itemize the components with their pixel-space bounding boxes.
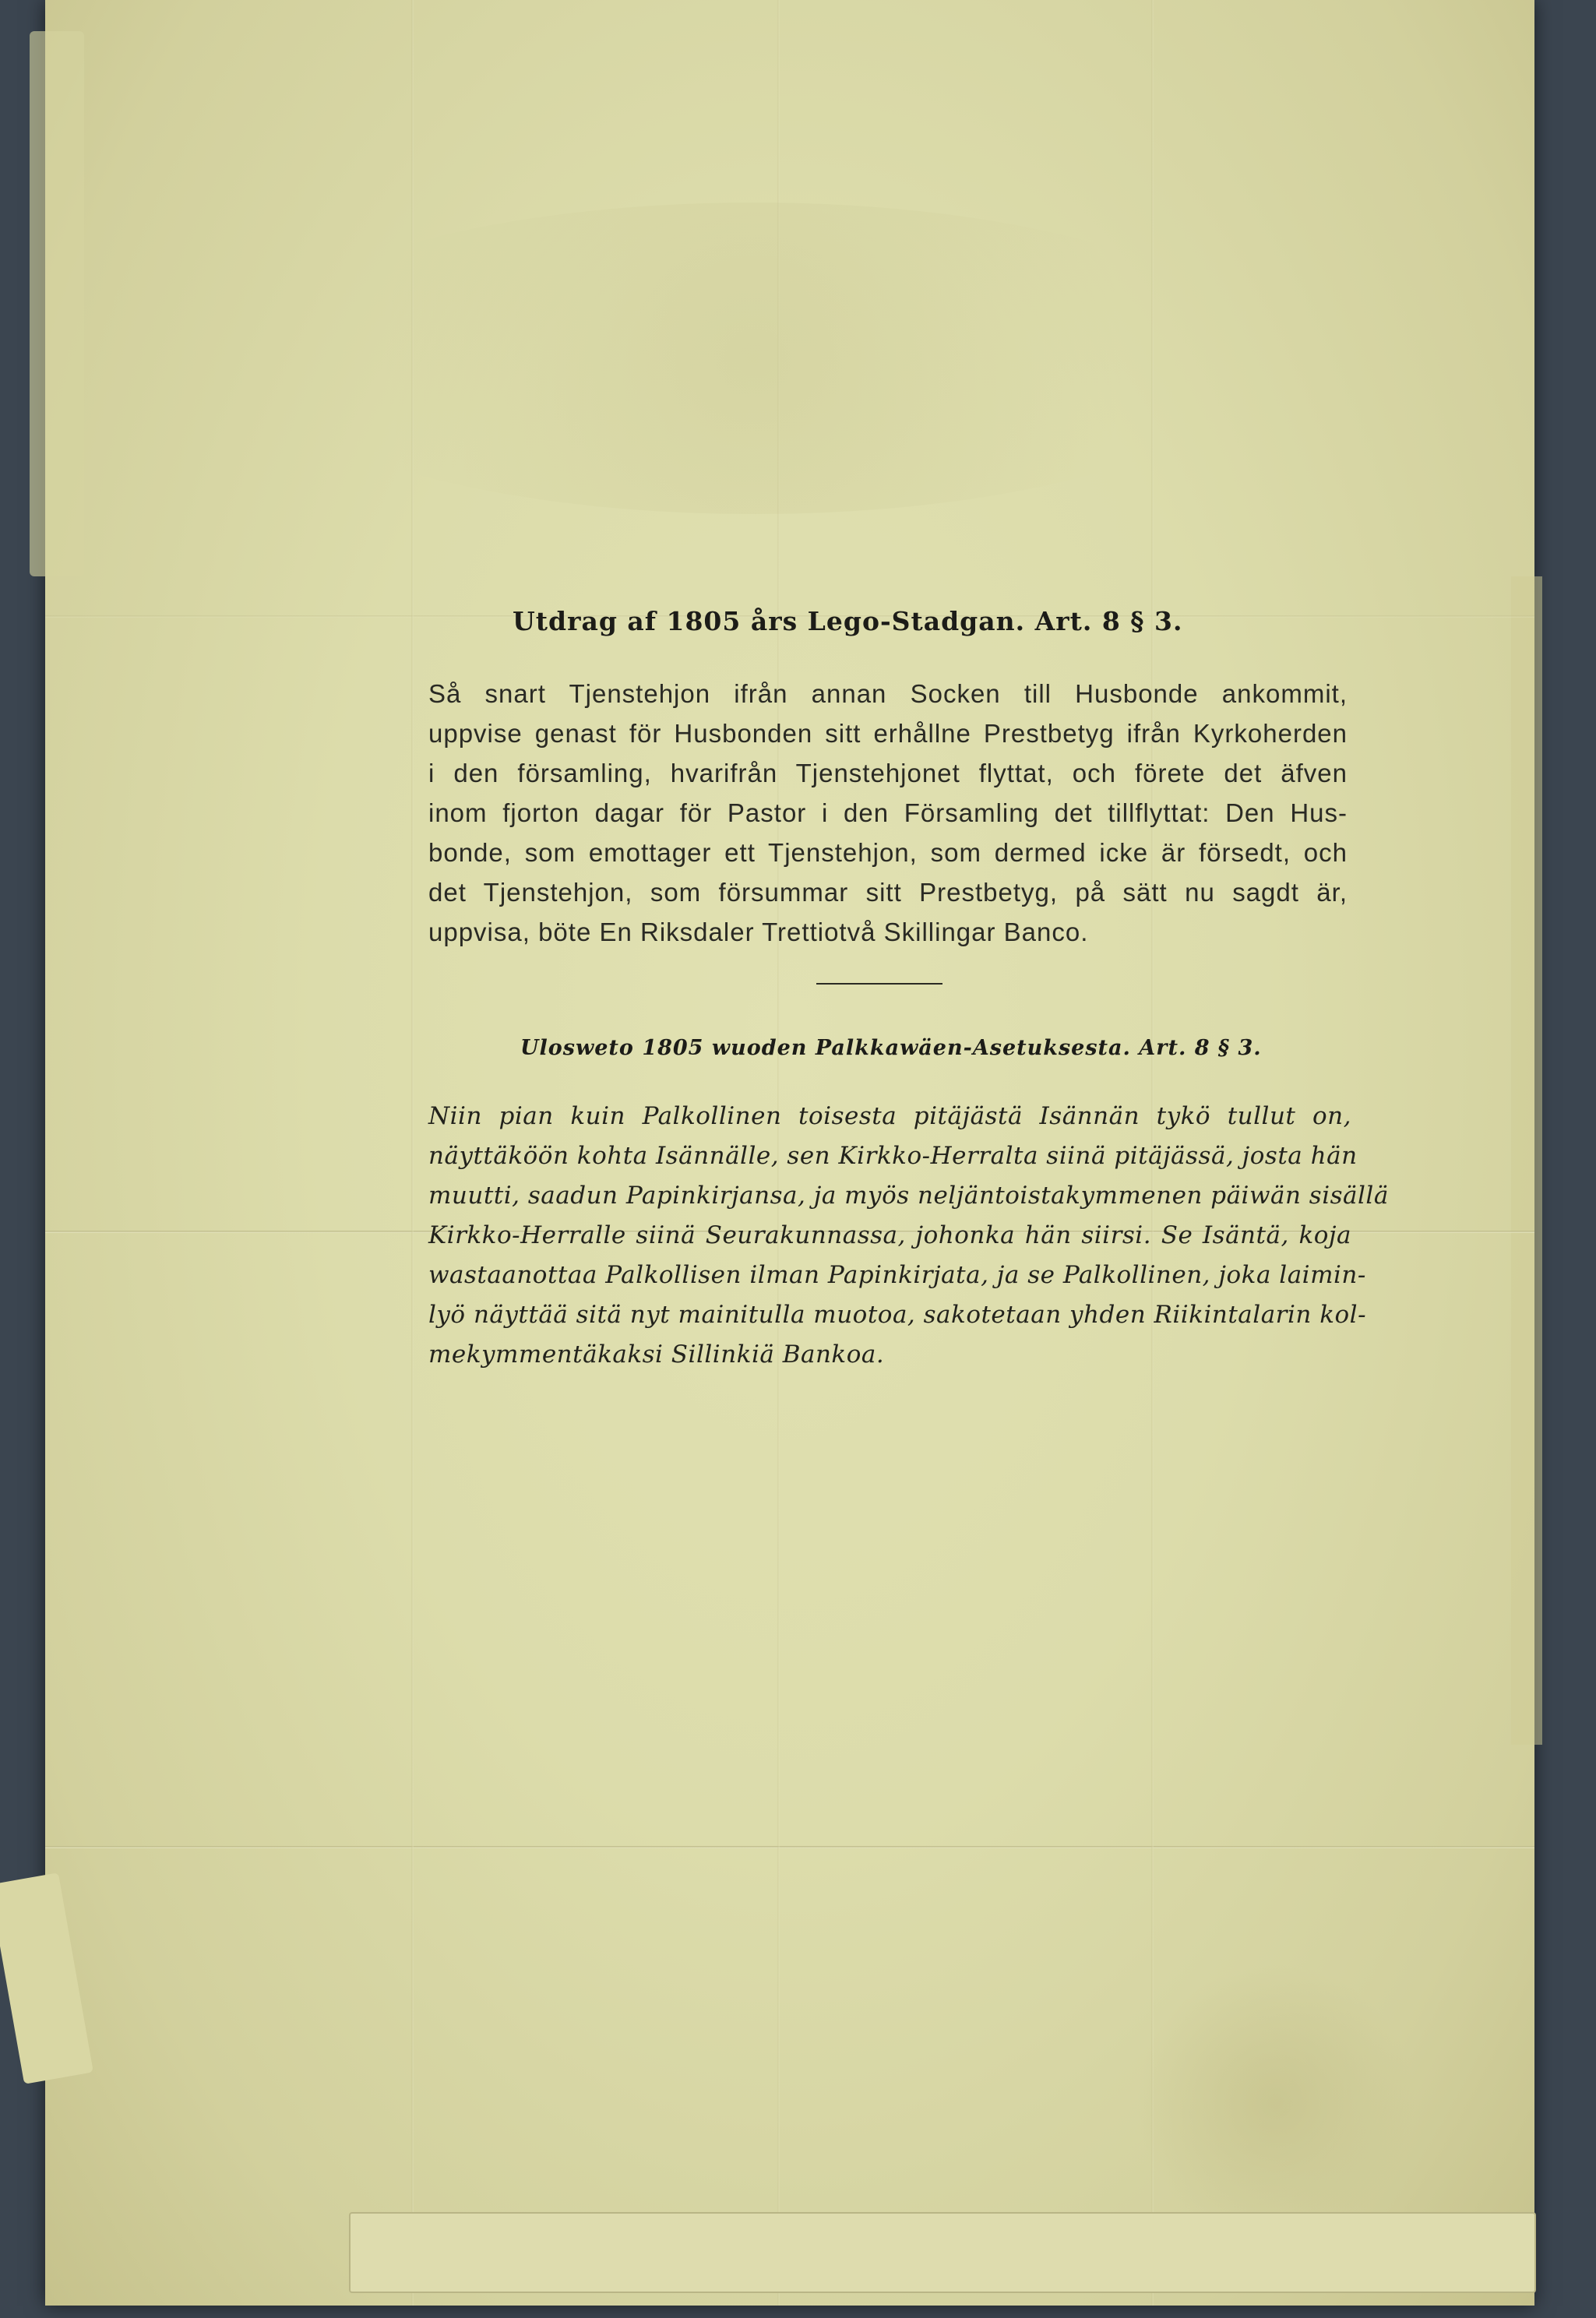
paragraph-swedish [428, 674, 1348, 952]
left-edge-flap [30, 31, 84, 576]
swedish-line-2: uppvise genast för Husbonden sitt erhållne Prestbetyg ifrån Kyrkoherden [428, 719, 1348, 748]
paper-sheet [45, 0, 1534, 2306]
section-divider [816, 983, 942, 985]
right-edge-strip [1511, 576, 1542, 1745]
heading-finnish: Ulosweto 1805 wuoden Palkkawäen-Asetuksesta. Art. 8 § 3. [520, 1036, 1262, 1060]
bottom-folded-strip [349, 2212, 1536, 2293]
fold-line-lower [45, 1846, 1534, 1848]
paragraph-finnish [428, 1097, 1389, 1375]
swedish-line-7: uppvisa, böte En Riksdaler Trettiotvå Skillingar Banco. [428, 918, 1089, 946]
torn-corner-flap [0, 1872, 93, 2084]
swedish-line-3: i den församling, hvarifrån Tjenstehjonet flyttat, och förete det äfven [428, 759, 1348, 787]
swedish-line-6: det Tjenstehjon, som försummar sitt Prestbetyg, på sätt nu sagdt är, [428, 878, 1348, 907]
finnish-line-5: wastaanottaa Palkollisen ilman Papinkirjata, ja se Palkollinen, joka laimin- [428, 1261, 1366, 1289]
heading-swedish: Utdrag af 1805 års Lego-Stadgan. Art. 8 § 3. [513, 606, 1183, 636]
finnish-line-4: Kirkko-Herralle siinä Seurakunnassa, johonka hän siirsi. Se Isäntä, koja [428, 1221, 1351, 1249]
finnish-line-3: muutti, saadun Papinkirjansa, ja myös neljäntoistakymmenen päiwän sisällä [428, 1182, 1389, 1210]
finnish-line-2: näyttäköön kohta Isännälle, sen Kirkko-Herralta siinä pitäjässä, josta hän [428, 1142, 1358, 1170]
finnish-line-1: Niin pian kuin Palkollinen toisesta pitäjästä Isännän tykö tullut on, [428, 1102, 1351, 1130]
swedish-line-5: bonde, som emottager ett Tjenstehjon, som dermed icke är försedt, och [428, 838, 1348, 867]
finnish-line-6: lyö näyttää sitä nyt mainitulla muotoa, sakotetaan yhden Riikintalarin kol- [428, 1301, 1367, 1329]
wax-seal-stain [1136, 1963, 1416, 2243]
swedish-line-1: Så snart Tjenstehjon ifrån annan Socken till Husbonde ankommit, [428, 679, 1348, 708]
show-through-shadow [248, 203, 1260, 514]
finnish-line-7: mekymmentäkaksi Sillinkiä Bankoa. [428, 1340, 885, 1369]
swedish-line-4: inom fjorton dagar för Pastor i den Församling det tillflyttat: Den Hus- [428, 798, 1348, 827]
